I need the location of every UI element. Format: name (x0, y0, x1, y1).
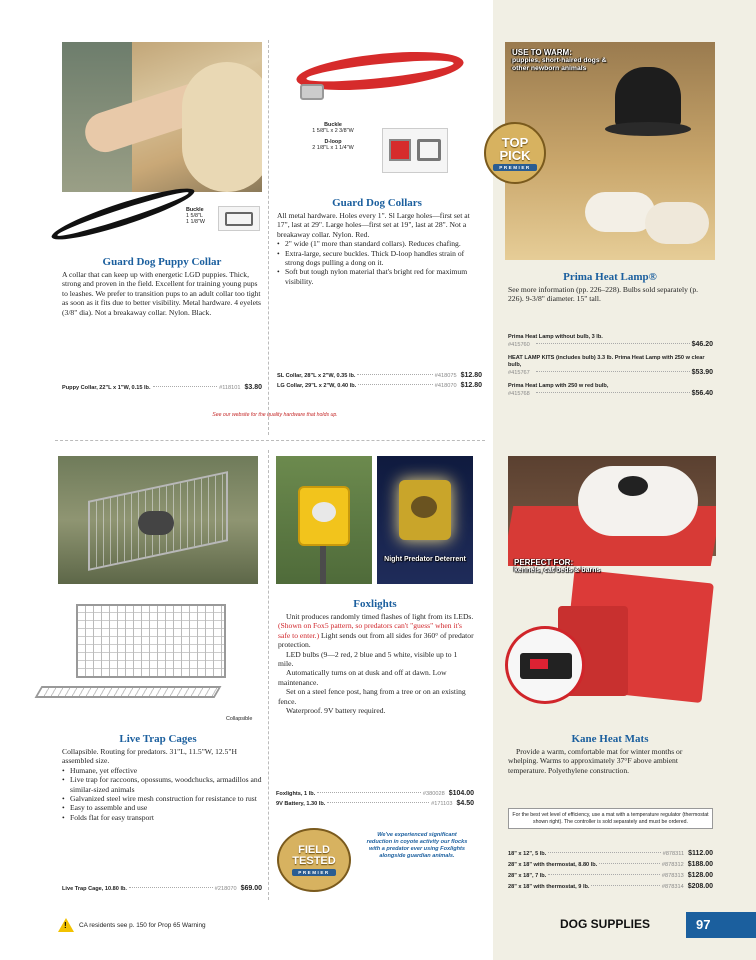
trap-cages-desc: Collapsible. Routing for predators. 31"L, 11.5"W, 12.5"H assembled size. • Humane, yet effective • Live trap for raccoons, opossums, woodchucks, armadillos and similar-sized animals • Galvanized steel wire mesh construction for resistance to rust • Easy to assemble and use • Folds flat for easy transport (62, 747, 262, 822)
price-row: 18" x 12", 5 lb. #878311 $112.00 (508, 850, 713, 857)
heat-mats-note: For the best vet level of efficiency, use a mat with a temperature regulator (thermostat shown right). The controller is sold separately and must be ordered. (508, 808, 713, 829)
prop65-warning: ! CA residents see p. 150 for Prop 65 Warning (58, 918, 206, 932)
puppy-photo (62, 42, 262, 192)
thermostat-inset (505, 626, 585, 704)
foxlight-day-photo (276, 456, 372, 584)
list-item: • Humane, yet effective (62, 766, 262, 775)
column-divider (268, 40, 269, 435)
price-row: HEAT LAMP KITS (includes bulb) 3.3 lb. Prima Heat Lamp with 250 w clear bulb, #415767 $53.90 (508, 355, 713, 376)
guard-collar-hardware-caption: Buckle 1 5/8"L x 2 3/8"W D-loop 2 1/8"L x 1 1/4"W (312, 122, 354, 152)
guard-collars-desc: All metal hardware. Holes every 1". Sl Large holes—first set at 17", last at 29". Large holes—first set at 19", last at 28". Not a breakaway collar. Nylon. Red. • 2" wide (1" more than standard collars). Reduces chafing. • Extra-large, secure buckles. Thick D-loop handles strain of strong dogs pulling a dong on it. • Soft but tough nylon material that's bright red for maximum visibility. (277, 211, 482, 286)
field-tested-badge: FIELD TESTED PREMIER (277, 828, 351, 892)
price-row: Prima Heat Lamp without bulb, 3 lb. #415760 $46.20 (508, 334, 713, 348)
row-divider (55, 440, 485, 441)
puppy-buckle-caption: Buckle 1 5/8"L 1 1/8"W (186, 207, 205, 225)
top-pick-badge: TOP PICK PREMIER (484, 122, 546, 184)
price-row: Foxlights, 1 lb. #380028 $104.00 (276, 790, 474, 797)
list-item: • Folds flat for easy transport (62, 813, 262, 822)
list-item: • Soft but tough nylon material that's bright red for maximum visibility. (277, 267, 482, 286)
puppy-collar-price-row: Puppy Collar, 22"L x 1"W, 0.15 lb. #118101 $3.80 (62, 384, 262, 391)
list-item: • Extra-large, secure buckles. Thick D-loop handles strain of strong dogs pulling a dong on it. (277, 249, 482, 268)
trap-cages-title: Live Trap Cages (119, 733, 197, 745)
warning-icon: ! (58, 918, 74, 932)
guard-collar-buckle-image (382, 128, 448, 173)
heat-lamp-price-rows (508, 334, 713, 398)
guard-collars-price-rows (277, 372, 482, 390)
guard-collars-footnote: See our website for the quality hardware that holds up. (212, 412, 338, 418)
price-row: Prima Heat Lamp with 250 w red bulb, #415768 $56.40 (508, 383, 713, 397)
column-divider (268, 450, 269, 900)
puppy-collar-desc: A collar that can keep up with energetic LGD puppies. Thick, strong and proven in the field. Excellent for training young pups to leashes. We prefer to transition pups to an adult collar too tight as soon as it fits due to better visibility. Metal hardware. 4 eyelets (3/8" dia). Not a breakaway collar. Nylon. Black. (62, 270, 262, 317)
foxlight-night-photo (377, 456, 473, 584)
trap-cages-price-row: Live Trap Cage, 10.80 lb. #218070 $69.00 (62, 885, 262, 892)
guard-collars-bullets (277, 239, 482, 286)
heat-mats-title: Kane Heat Mats (571, 733, 649, 745)
price-row: 28" x 18" with thermostat, 8.80 lb. #878312 $188.00 (508, 861, 713, 868)
guard-collars-title: Guard Dog Collars (332, 197, 422, 209)
list-item: • Easy to assemble and use (62, 803, 262, 812)
foxlights-price-rows (276, 790, 474, 808)
perfect-for-overlay: PERFECT FOR: kennels, cat beds & barns (514, 558, 601, 574)
price-row: 9V Battery, 1.30 lb. #171103 $4.50 (276, 800, 474, 807)
list-item: • Live trap for raccoons, opossums, woodchucks, armadillos and similar-sized animals (62, 775, 262, 794)
warm-overlay: USE TO WARM: puppies, short-haired dogs & other newborn animals (512, 48, 607, 72)
trap-cage-image (66, 598, 256, 708)
price-row: 28" x 18" with thermostat, 9 lb. #878314 $208.00 (508, 883, 713, 890)
trap-caption: Collapsible (226, 716, 253, 722)
section-label: DOG SUPPLIES (560, 917, 651, 931)
list-item: • Galvanized steel wire mesh construction for resistance to rust (62, 794, 262, 803)
night-predator-label: Night Predator Deterrent (384, 556, 466, 563)
heat-mats-desc: Provide a warm, comfortable mat for winter months or whelping. Warms to approximately 37°F above ambient temperature. Polyethylene construction. (508, 747, 683, 775)
foxlights-desc: Unit produces randomly timed flashes of light from its LEDs. (Shown on Fox5 pattern, so predators can't "guess" when it's safe to enter.) Light sends out from all sides for 360° of predator protection. LED bulbs (9—2 red, 2 blue and 5 white, visible up to 1 mile. Automatically turns on at dusk and off at dawn. Low maintenance. Set on a steel fence post, hang from a tree or on an existing fence. Waterproof. 9V battery required. (278, 612, 474, 716)
page-number-tab: 97 (686, 912, 756, 938)
puppy-collar-image (38, 185, 188, 240)
heat-lamp-title: Prima Heat Lamp® (563, 271, 657, 283)
puppy-collar-title: Guard Dog Puppy Collar (102, 256, 222, 268)
price-row: SL Collar, 28"L x 2"W, 0.35 lb. #418075 $12.80 (277, 372, 482, 379)
red-collar-image (290, 44, 470, 114)
field-tested-note: We've experienced significant reduction in coyote activity our flocks with a predator ever using Foxlights alongside guardian animals. (366, 832, 468, 859)
trap-outdoor-photo (58, 456, 258, 584)
price-row: 28" x 18", 7 lb. #878313 $128.00 (508, 872, 713, 879)
heat-lamp-desc: See more information (pp. 226–228). Bulbs sold separately (p. 226). 9-3/8" diameter. 15" tall. (508, 285, 699, 304)
price-row: LG Collar, 29"L x 2"W, 0.40 lb. #418070 $12.80 (277, 382, 482, 389)
puppy-buckle-image (218, 206, 260, 231)
trap-cages-bullets (62, 766, 262, 822)
list-item: • 2" wide (1" more than standard collars). Reduces chafing. (277, 239, 482, 248)
heat-mats-price-rows (508, 850, 713, 891)
foxlights-title: Foxlights (353, 598, 397, 610)
